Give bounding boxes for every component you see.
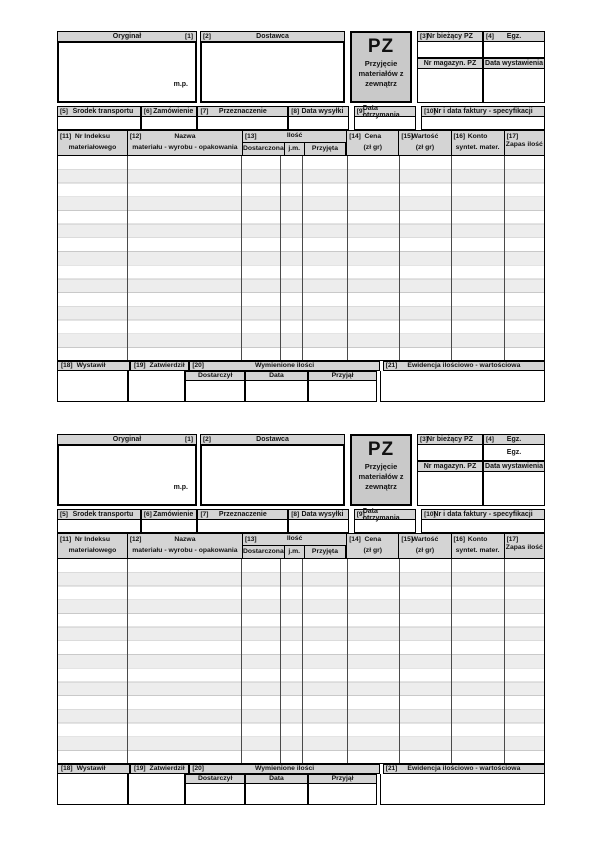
issued-by-cell [57, 371, 128, 402]
col-name-line1: Nazwa [174, 133, 196, 141]
ref-16: [16] [453, 535, 466, 543]
ref-17: [17] [506, 535, 519, 543]
col-index-line2: materiałowego [68, 143, 117, 151]
ref-20: [20] [192, 361, 204, 369]
order-cell [141, 117, 198, 130]
supplier-header [200, 31, 345, 42]
ref-10: [10] [424, 107, 436, 115]
col-index-header [58, 131, 128, 155]
quantities-header [189, 764, 379, 774]
ref-19: [19] [133, 361, 146, 369]
ledger-label: Ewidencja ilościowo - wartościowa [407, 764, 521, 772]
received-by-header: Przyjął [308, 774, 377, 784]
doc-code: PZ [367, 36, 395, 57]
ref-6: [6] [143, 510, 152, 518]
ref-13: [13] [244, 535, 257, 543]
supplier-box [200, 42, 345, 103]
doc-code: PZ [367, 439, 395, 460]
ref-7: [7] [200, 510, 209, 518]
col-value-header [399, 534, 451, 558]
destination-cell [197, 520, 288, 533]
col-price-header [347, 131, 399, 155]
col-stock-header [505, 534, 544, 558]
items-table-header [57, 130, 545, 155]
form-top-section [57, 434, 545, 506]
ref-3: [3] [420, 435, 428, 443]
warehouse-pz-no-label: Nr magazyn. PZ [423, 463, 477, 470]
copy-type-header [57, 31, 197, 42]
current-pz-no-header [417, 434, 483, 445]
pz-form-copy-1 [57, 31, 545, 402]
stamp-box [57, 42, 197, 103]
issued-by-label: Wystawił [76, 361, 106, 369]
invoice-label: Nr i data faktury - specyfikacji [433, 108, 533, 115]
col-index-line2: materiałowego [68, 546, 117, 554]
body-col-account [452, 559, 505, 763]
invoice-cell [421, 117, 545, 130]
warehouse-pz-no-label: Nr magazyn. PZ [423, 60, 477, 67]
current-pz-no-label: Nr bieżący PZ [427, 436, 473, 443]
ref-8: [8] [291, 510, 300, 518]
ledger-cell [380, 774, 545, 805]
order-header [141, 509, 198, 520]
ref-13: [13] [244, 132, 257, 140]
received-by-cell [308, 381, 377, 402]
col-price-line1: Cena [364, 133, 382, 141]
ref-14: [14] [349, 535, 361, 543]
body-col-accepted [303, 156, 348, 360]
ref-8: [8] [291, 107, 300, 115]
ref-12: [12] [129, 132, 142, 140]
col-quantity-label: Ilość [286, 535, 303, 543]
col-stock-line2: Zapas ilość [505, 141, 543, 149]
doc-code-box [350, 434, 412, 506]
col-name-line2: materiału - wyrobu - opakowania [132, 546, 238, 554]
col-value-line2: (zł gr) [415, 143, 435, 151]
warehouse-pz-no-cell [417, 69, 483, 103]
pz-form [57, 434, 545, 805]
doc-code-box [350, 31, 412, 103]
ref-20: [20] [192, 764, 204, 772]
approved-by-label: Zatwierdził [149, 361, 185, 369]
body-col-unit [281, 559, 303, 763]
body-col-stock [505, 559, 544, 763]
signatures-section [57, 361, 545, 402]
ship-date-cell [288, 117, 349, 130]
ship-date-header [288, 509, 349, 520]
ref-5: [5] [60, 510, 68, 518]
body-col-value [400, 559, 452, 763]
issued-by-label: Wystawił [76, 764, 106, 772]
body-col-accepted [303, 559, 348, 763]
col-value-line2: (zł gr) [415, 546, 435, 554]
warehouse-pz-no-header [417, 461, 483, 472]
quantities-label: Wymienione ilości [254, 361, 315, 369]
warehouse-pz-no-header [417, 58, 483, 69]
col-accepted-header: Przyjęta [305, 546, 347, 558]
items-table [57, 533, 545, 764]
invoice-header [421, 509, 545, 520]
stamp-label: m.p. [173, 81, 188, 88]
receive-date-cell [354, 520, 416, 533]
quantities-header [189, 361, 379, 371]
col-account-line2: syntet. mater. [455, 143, 500, 151]
invoice-label: Nr i data faktury - specyfikacji [433, 511, 533, 518]
col-index-line1: Nr Indeksu [74, 133, 110, 141]
signatures-section [57, 764, 545, 805]
ref-9: [9] [356, 510, 365, 518]
body-col-unit [281, 156, 303, 360]
ledger-header [383, 764, 545, 774]
ref-2: [2] [203, 32, 211, 40]
destination-cell [197, 117, 288, 130]
ledger-cell [380, 371, 545, 402]
quantities-label: Wymienione ilości [254, 764, 315, 772]
col-price-line2: (zł gr) [363, 546, 383, 554]
body-col-value [400, 156, 452, 360]
issue-date-cell [483, 472, 545, 506]
date-cell [245, 784, 308, 805]
issue-date-cell [483, 69, 545, 103]
stamp-label: m.p. [173, 484, 188, 491]
col-quantity-label: Ilość [286, 132, 303, 140]
body-col-index [58, 559, 128, 763]
meta-row [57, 106, 545, 130]
copy-supplier-group [57, 434, 345, 506]
receive-date-header [354, 106, 416, 117]
current-pz-no-cell [417, 42, 483, 58]
transport-header [57, 106, 141, 117]
delivered-by-header: Dostarczył [185, 371, 244, 381]
order-label: Zamówienie [153, 108, 194, 115]
received-by-header: Przyjął [308, 371, 377, 381]
supplier-label: Dostawca [256, 33, 289, 40]
quantities-block [185, 774, 377, 805]
destination-header [197, 106, 288, 117]
doc-numbers-group [417, 31, 545, 103]
copy-type-label: Oryginał [112, 436, 142, 443]
order-header [141, 106, 198, 117]
egz-label: Egz. [506, 436, 522, 443]
body-col-index [58, 156, 128, 360]
ref-3: [3] [420, 32, 428, 40]
col-accepted-header: Przyjęta [305, 143, 347, 155]
supplier-header [200, 434, 345, 445]
ref-11: [11] [60, 132, 72, 140]
col-price-line2: (zł gr) [363, 143, 383, 151]
supplier-label: Dostawca [256, 436, 289, 443]
destination-label: Przeznaczenie [218, 511, 267, 518]
ref-14: [14] [349, 132, 361, 140]
col-account-header [452, 534, 505, 558]
col-name-line1: Nazwa [174, 536, 196, 544]
transport-cell [57, 520, 141, 533]
ref-18: [18] [61, 361, 73, 369]
form-top-section [57, 31, 545, 103]
issued-by-header [57, 361, 130, 371]
col-quantity-header [243, 534, 347, 558]
copy-supplier-group [57, 31, 345, 103]
current-pz-no-header [417, 31, 483, 42]
ref-2: [2] [203, 435, 211, 443]
col-name-line2: materiału - wyrobu - opakowania [132, 143, 238, 151]
delivered-by-header: Dostarczył [185, 774, 244, 784]
col-account-line1: Konto [467, 536, 488, 544]
copy-type-label: Oryginał [112, 33, 142, 40]
col-index-line1: Nr Indeksu [74, 536, 110, 544]
col-quantity-header [243, 131, 347, 155]
ref-21: [21] [385, 361, 398, 369]
meta-row [57, 509, 545, 533]
egz-label: Egz. [506, 33, 522, 40]
egz-header [483, 434, 545, 445]
col-account-header [452, 131, 505, 155]
invoice-cell [421, 520, 545, 533]
col-name-header [128, 131, 243, 155]
ref-15: [15] [401, 132, 413, 140]
ship-date-label: Data wysyłki [301, 108, 344, 115]
col-delivered-header: Dostarczona [243, 143, 285, 155]
ref-6: [6] [143, 107, 152, 115]
ref-4: [4] [486, 435, 494, 443]
order-cell [141, 520, 198, 533]
col-unit-header: j.m. [285, 143, 305, 155]
col-value-line1: Wartość [411, 133, 439, 141]
items-table-body [57, 155, 545, 361]
approved-by-header [130, 361, 189, 371]
items-table-body [57, 558, 545, 764]
egz-cell: Egz. [483, 445, 545, 461]
col-price-header [347, 534, 399, 558]
ref-11: [11] [60, 535, 72, 543]
delivered-by-cell [185, 381, 244, 402]
approved-by-cell [128, 371, 185, 402]
pz-form-copy-2 [57, 434, 545, 805]
ship-date-cell [288, 520, 349, 533]
ref-5: [5] [60, 107, 68, 115]
ref-19: [19] [133, 764, 146, 772]
stamp-box [57, 445, 197, 506]
issue-date-label: Data wystawienia [485, 463, 543, 470]
col-index-header [58, 534, 128, 558]
col-value-header [399, 131, 451, 155]
col-account-line2: syntet. mater. [455, 546, 500, 554]
receive-date-label: Data otrzymania [362, 104, 400, 119]
pz-form [57, 31, 545, 402]
destination-header [197, 509, 288, 520]
ref-15: [15] [401, 535, 413, 543]
date-header: Data [245, 774, 308, 784]
ref-16: [16] [453, 132, 466, 140]
issued-by-cell [57, 774, 128, 805]
transport-cell [57, 117, 141, 130]
body-col-stock [505, 156, 544, 360]
received-by-cell [308, 784, 377, 805]
egz-cell [483, 42, 545, 58]
ledger-label: Ewidencja ilościowo - wartościowa [407, 361, 521, 369]
ref-18: [18] [61, 764, 73, 772]
body-col-name [128, 559, 243, 763]
ref-9: [9] [356, 107, 365, 115]
transport-label: Środek transportu [72, 108, 134, 115]
egz-header [483, 31, 545, 42]
approved-by-cell [128, 774, 185, 805]
col-stock-line2: Zapas ilość [505, 544, 543, 552]
order-label: Zamówienie [153, 511, 194, 518]
receive-date-header [354, 509, 416, 520]
copy-type-header [57, 434, 197, 445]
doc-numbers-group [417, 434, 545, 506]
body-col-account [452, 156, 505, 360]
items-table-header [57, 533, 545, 558]
body-col-price [348, 156, 400, 360]
approved-by-label: Zatwierdził [149, 764, 185, 772]
col-account-line1: Konto [467, 133, 488, 141]
warehouse-pz-no-cell [417, 472, 483, 506]
ship-date-header [288, 106, 349, 117]
ref-10: [10] [424, 510, 436, 518]
col-delivered-header: Dostarczona [243, 546, 285, 558]
col-unit-header: j.m. [285, 546, 305, 558]
doc-title: Przyjęcie materiałów z zewnątrz [358, 59, 404, 88]
col-stock-header [505, 131, 544, 155]
ledger-header [383, 361, 545, 371]
body-col-name [128, 156, 243, 360]
quantities-block [185, 371, 377, 402]
ref-1: [1] [185, 32, 193, 40]
items-table [57, 130, 545, 361]
ref-4: [4] [486, 32, 494, 40]
col-price-line1: Cena [364, 536, 382, 544]
transport-label: Środek transportu [72, 511, 134, 518]
date-header: Data [245, 371, 308, 381]
issue-date-header [483, 461, 545, 472]
col-value-line1: Wartość [411, 536, 439, 544]
supplier-box [200, 445, 345, 506]
transport-header [57, 509, 141, 520]
ref-1: [1] [185, 435, 193, 443]
receive-date-label: Data otrzymania [362, 507, 400, 522]
current-pz-no-label: Nr bieżący PZ [427, 33, 473, 40]
destination-label: Przeznaczenie [218, 108, 267, 115]
issue-date-label: Data wystawienia [485, 60, 543, 67]
body-col-price [348, 559, 400, 763]
body-col-delivered [242, 559, 281, 763]
ref-12: [12] [129, 535, 142, 543]
ship-date-label: Data wysyłki [301, 511, 344, 518]
body-col-delivered [242, 156, 281, 360]
receive-date-cell [354, 117, 416, 130]
ref-7: [7] [200, 107, 209, 115]
ref-21: [21] [385, 764, 398, 772]
issued-by-header [57, 764, 130, 774]
approved-by-header [130, 764, 189, 774]
issue-date-header [483, 58, 545, 69]
date-cell [245, 381, 308, 402]
delivered-by-cell [185, 784, 244, 805]
ref-17: [17] [506, 132, 519, 140]
col-name-header [128, 534, 243, 558]
invoice-header [421, 106, 545, 117]
doc-title: Przyjęcie materiałów z zewnątrz [358, 462, 404, 491]
current-pz-no-cell [417, 445, 483, 461]
